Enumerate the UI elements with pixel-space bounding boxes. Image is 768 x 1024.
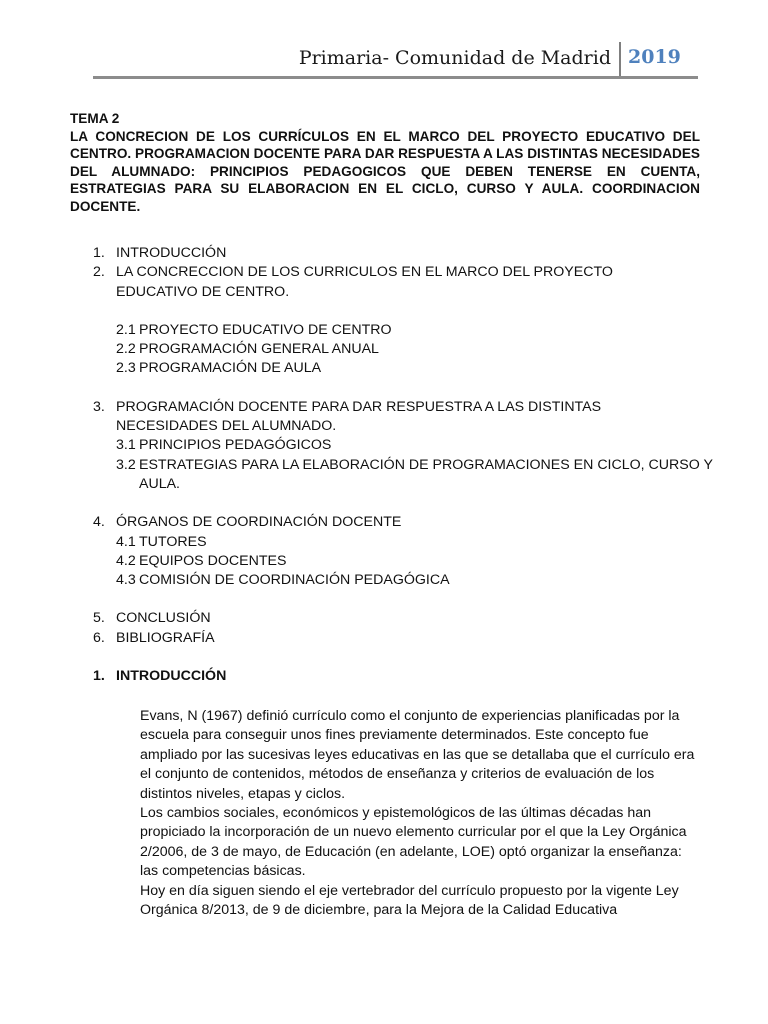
- toc-item-number: 4.1: [116, 533, 136, 550]
- toc-item-text: INTRODUCCIÓN: [116, 245, 227, 261]
- toc-item-text: TUTORES: [139, 533, 207, 550]
- tema-block: [70, 110, 700, 216]
- toc-item-5: [93, 609, 713, 628]
- section-title: INTRODUCCIÓN: [116, 668, 227, 684]
- toc-item-text: EQUIPOS DOCENTES: [139, 552, 287, 569]
- paragraph: Hoy en día siguen siendo el eje vertebrador del currículo propuesto por la vigente Ley Orgánica 8/2013, de 9 de diciembre, para la Mejora de la Calidad Educativa: [140, 882, 679, 919]
- section-number: 1.: [93, 668, 105, 684]
- header-divider: [619, 42, 621, 76]
- toc-item-number: 6.: [93, 629, 105, 646]
- toc-item-number: 3.2: [116, 456, 136, 473]
- toc-item-number: 2.: [93, 264, 105, 281]
- toc-item-text: PRINCIPIOS PEDAGÓGICOS: [139, 437, 332, 454]
- toc-item-2: [93, 263, 713, 302]
- header-title: Primaria- Comunidad de Madrid: [298, 47, 611, 69]
- toc-item-text: PROYECTO EDUCATIVO DE CENTRO: [139, 321, 392, 338]
- toc-item-3-2: [93, 456, 713, 495]
- toc-item-text: LA CONCRECCION DE LOS CURRICULOS EN EL MARCO DEL PROYECTO EDUCATIVO DE CENTRO.: [116, 264, 613, 300]
- toc-item-4-3: [93, 571, 713, 590]
- table-of-contents: [93, 244, 713, 648]
- toc-item-text: ÓRGANOS DE COORDINACIÓN DOCENTE: [116, 514, 402, 531]
- toc-item-6: [93, 629, 713, 648]
- toc-item-text: CONCLUSIÓN: [116, 610, 211, 627]
- toc-item-number: 5.: [93, 610, 105, 627]
- toc-item-text: PROGRAMACIÓN DE AULA: [139, 360, 322, 377]
- toc-item-1: [93, 244, 713, 263]
- toc-item-text: COMISIÓN DE COORDINACIÓN PEDAGÓGICA: [139, 572, 450, 589]
- toc-item-text: PROGRAMACIÓN GENERAL ANUAL: [139, 341, 379, 358]
- tema-title: LA CONCRECION DE LOS CURRÍCULOS EN EL MARCO DEL PROYECTO EDUCATIVO DEL CENTRO. PROGRAMACION DOCENTE PARA DAR RESPUESTA A LAS DISTINTAS NECESIDADES DEL ALUMNADO: PRINCIPIOS PEDAGOGICOS QUE DEBEN TENERSE EN CUENTA, ESTRATEGIAS PARA SU ELABORACION EN EL CICLO, CURSO Y AULA. COORDINACION DOCENTE.: [70, 128, 700, 214]
- introduction-body: [140, 707, 700, 920]
- toc-item-4-1: [93, 533, 713, 552]
- toc-item-text: BIBLIOGRAFÍA: [116, 629, 215, 646]
- toc-item-2-3: [93, 359, 713, 378]
- section-heading-introduccion: [93, 668, 226, 684]
- toc-item-2-2: [93, 340, 713, 359]
- toc-item-3-1: [93, 436, 713, 455]
- toc-item-number: 1.: [93, 245, 105, 261]
- toc-item-text: ESTRATEGIAS PARA LA ELABORACIÓN DE PROGRAMACIONES EN CICLO, CURSO Y AULA.: [139, 456, 713, 492]
- toc-item-number: 2.1: [116, 321, 136, 338]
- toc-item-2-1: [93, 321, 713, 340]
- toc-item-number: 4.3: [116, 572, 136, 589]
- header-rule: [93, 76, 698, 79]
- toc-item-4-2: [93, 552, 713, 571]
- toc-item-number: 2.2: [116, 341, 136, 358]
- toc-item-number: 4.: [93, 514, 105, 531]
- toc-item-4: [93, 513, 713, 532]
- toc-item-number: 2.3: [116, 360, 136, 377]
- toc-item-number: 3.1: [116, 437, 136, 454]
- toc-item-text: PROGRAMACIÓN DOCENTE PARA DAR RESPUESTRA A LAS DISTINTAS NECESIDADES DEL ALUMNADO.: [116, 398, 602, 435]
- toc-item-3: [93, 398, 713, 437]
- page-header: [93, 40, 698, 78]
- header-year: 2019: [628, 46, 681, 68]
- tema-label: TEMA 2: [70, 111, 120, 126]
- toc-item-number: 3.: [93, 398, 105, 415]
- paragraph: Evans, N (1967) definió currículo como el conjunto de experiencias planificadas por la escuela para conseguir unos fines previamente determinados. Este concepto fue ampliado por las sucesivas leyes educativas en las que se detallaba que el currículo era el conjunto de contenidos, métodos de enseñanza y criterios de evaluación de los distintos niveles, etapas y ciclos.: [140, 708, 695, 802]
- toc-item-number: 4.2: [116, 552, 136, 569]
- paragraph: Los cambios sociales, económicos y epistemológicos de las últimas décadas han propiciado la incorporación de un nuevo elemento curricular por el que la Ley Orgánica 2/2006, de 3 de mayo, de Educación (en adelante, LOE) optó organizar la enseñanza: las competencias básicas.: [140, 805, 687, 880]
